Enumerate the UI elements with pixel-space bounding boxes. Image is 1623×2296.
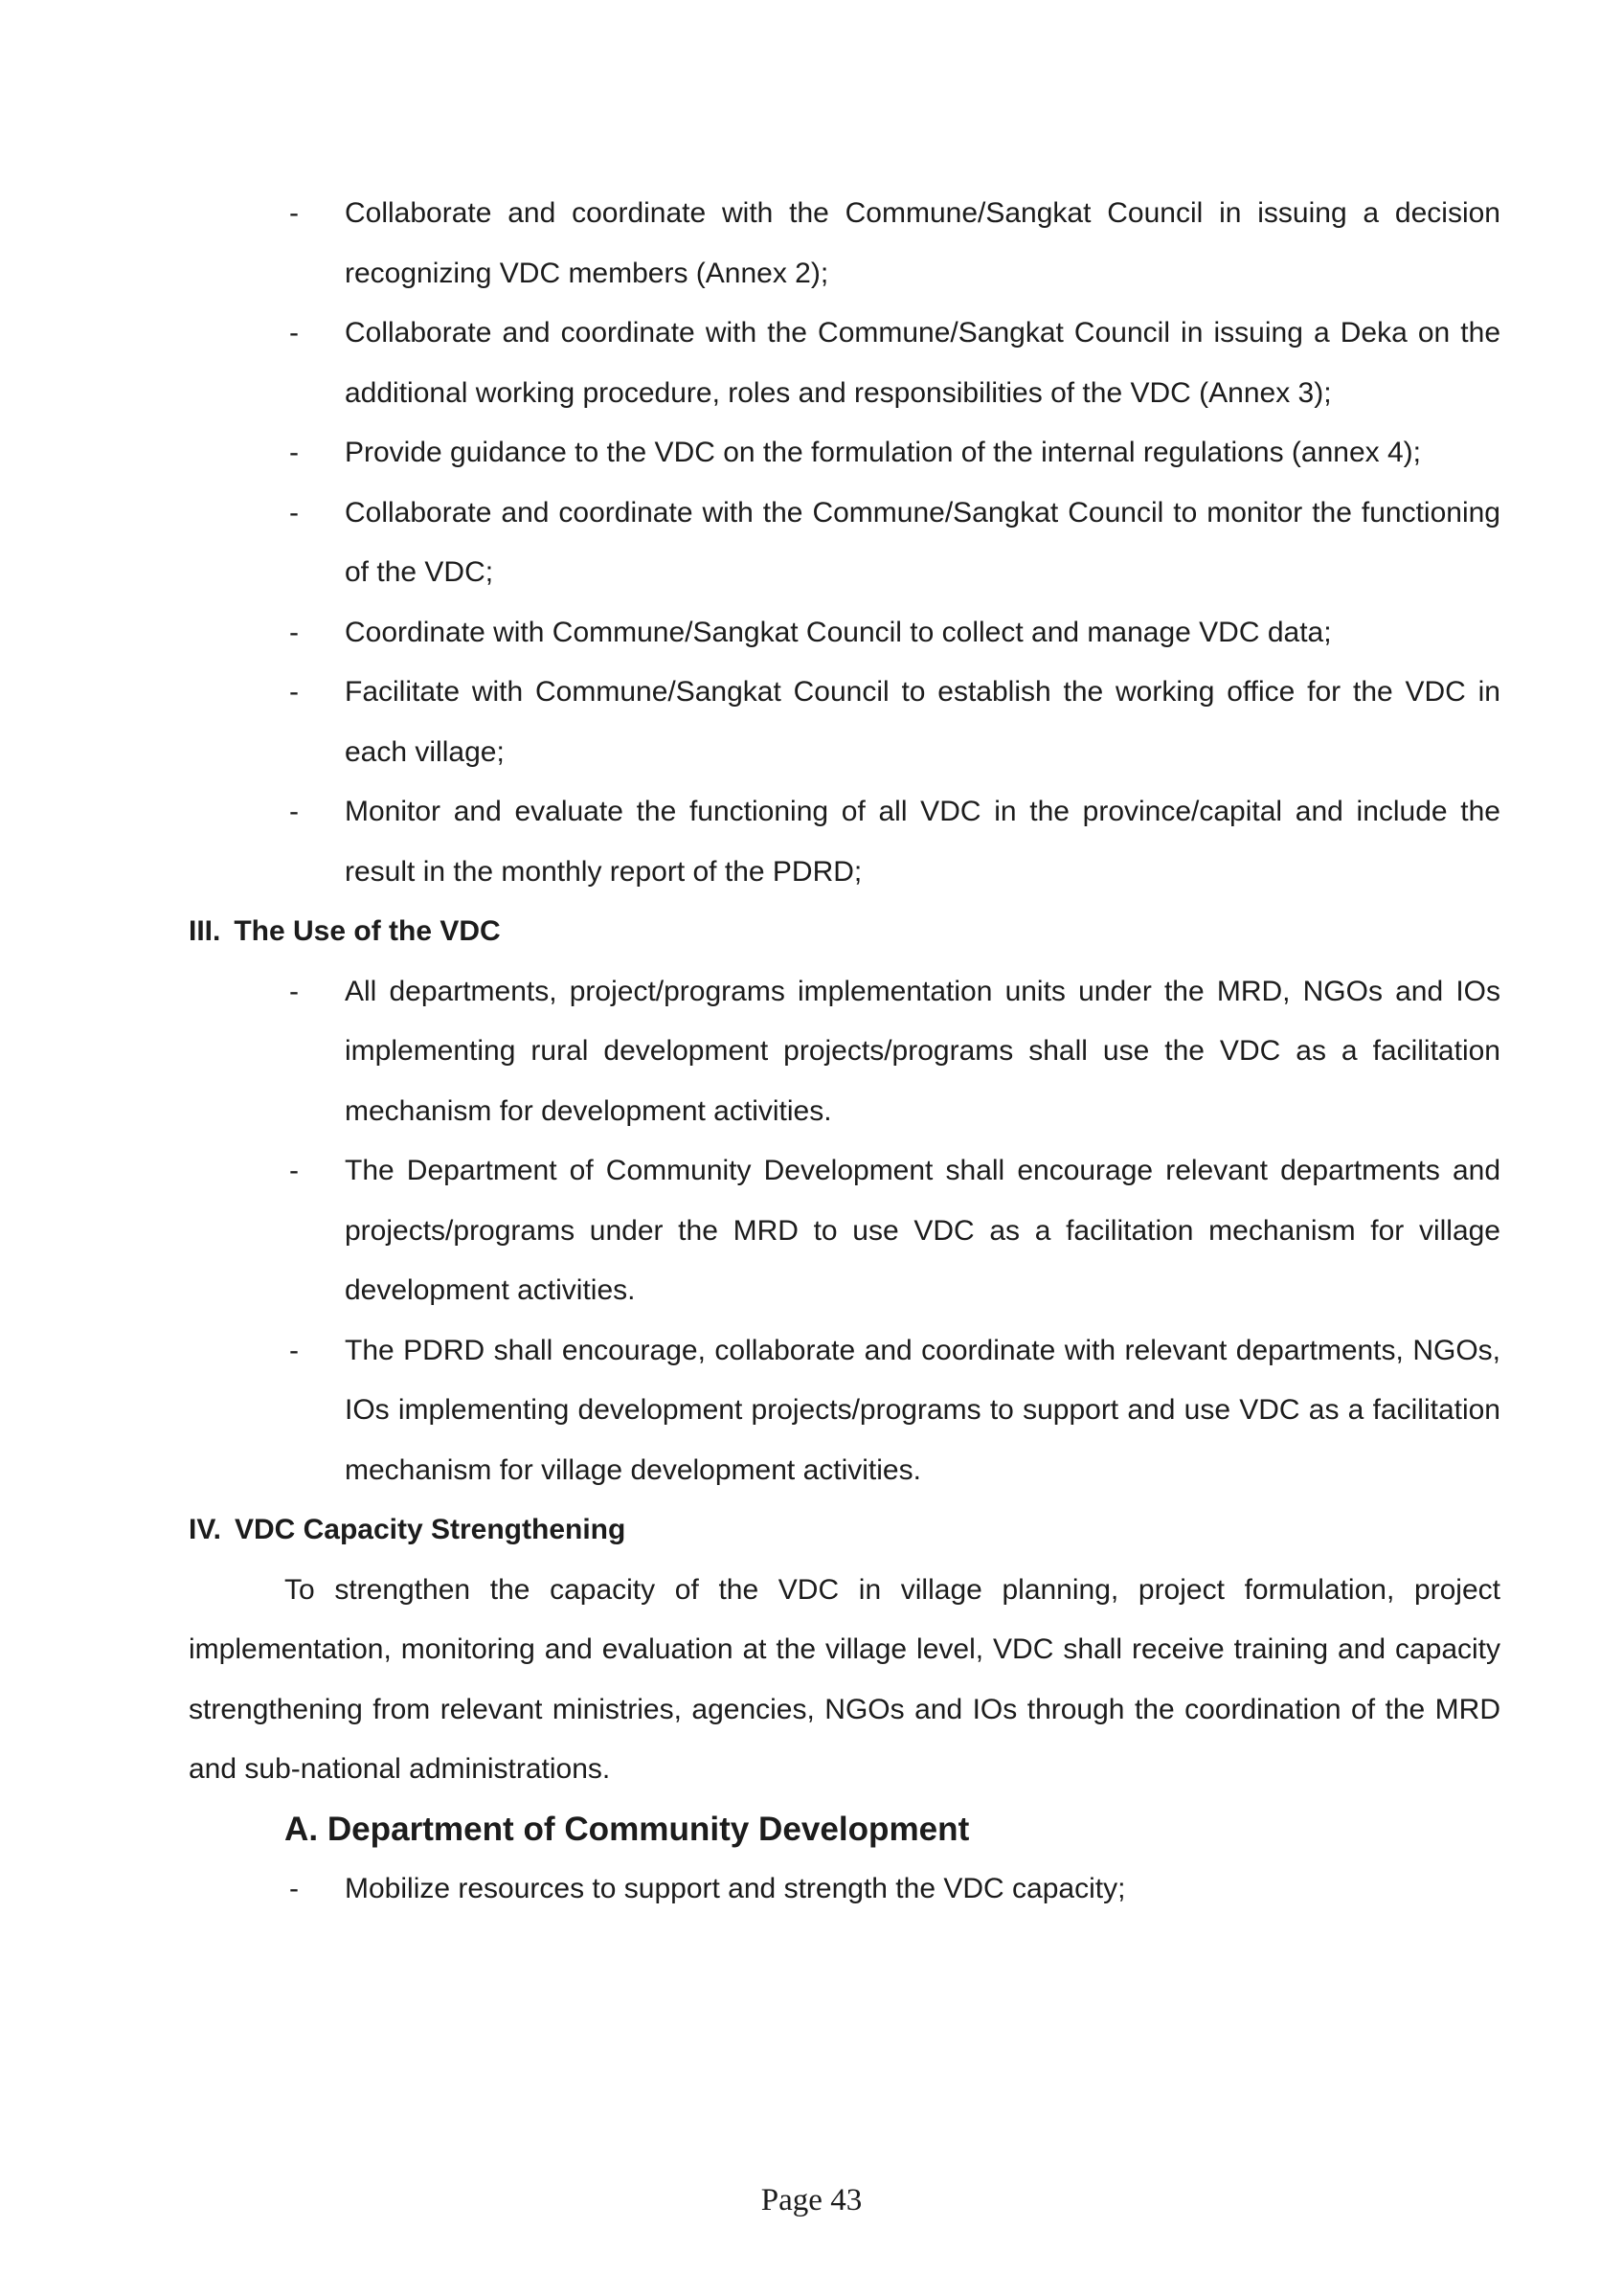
bullet-marker: - — [289, 676, 299, 708]
bullet-item — [289, 603, 1500, 664]
bullet-item — [289, 304, 1500, 423]
bullet-marker: - — [289, 317, 299, 349]
section-heading-iv-numeral: IV. — [189, 1514, 221, 1545]
bullet-marker: - — [289, 197, 299, 229]
bullet-item — [289, 962, 1500, 1142]
bullet-item — [289, 1859, 1500, 1920]
bullet-marker: - — [289, 796, 299, 827]
bullet-text: Provide guidance to the VDC on the formulation of the internal regulations (annex 4); — [345, 437, 1422, 468]
page-content — [189, 184, 1500, 1920]
bullet-item — [289, 184, 1500, 304]
bullet-text: All departments, project/programs implementation units under the MRD, NGOs and IOs implementing rural development projects/programs shall use the VDC as a facilitation mechanism for development activities. — [345, 975, 1500, 1127]
bullet-text: Monitor and evaluate the functioning of all VDC in the province/capital and include the result in the monthly report of the PDRD; — [345, 796, 1500, 888]
bullet-item — [289, 1141, 1500, 1321]
section-heading-iv — [189, 1500, 1500, 1561]
bullet-marker: - — [289, 496, 299, 529]
bullet-text: Collaborate and coordinate with the Commune/Sangkat Council in issuing a decision recognizing VDC members (Annex 2); — [345, 197, 1500, 289]
bullet-text: Collaborate and coordinate with the Commune/Sangkat Council to monitor the functioning of the VDC; — [345, 496, 1500, 588]
section-heading-iv-title: VDC Capacity Strengthening — [234, 1514, 626, 1545]
bullet-item — [289, 423, 1500, 484]
bullet-item — [289, 484, 1500, 603]
paragraph-capacity-strengthening: To strengthen the capacity of the VDC in village planning, project formulation, project implementation, monitoring and evaluation at the village level, VDC shall receive training and capacity strengthening from relevant ministries, agencies, NGOs and IOs through the coordination of the MRD and sub-national administrations. — [189, 1573, 1500, 1785]
bullet-text: The Department of Community Development shall encourage relevant departments and projects/programs under the MRD to use VDC as a facilitation mechanism for village development activities. — [345, 1155, 1500, 1306]
section-heading-iii — [189, 902, 1500, 962]
bullet-marker: - — [289, 1155, 299, 1186]
bullet-item — [289, 782, 1500, 902]
section-heading-iii-title: The Use of the VDC — [234, 915, 501, 947]
bullet-text: Mobilize resources to support and strength the VDC capacity; — [345, 1873, 1126, 1904]
bullet-item — [289, 1321, 1500, 1501]
bullet-text: Coordinate with Commune/Sangkat Council to collect and manage VDC data; — [345, 616, 1332, 648]
bullet-marker: - — [289, 1334, 299, 1366]
bullet-marker: - — [289, 975, 299, 1007]
bullet-marker: - — [289, 616, 299, 648]
bullet-item — [289, 663, 1500, 782]
bullet-text: The PDRD shall encourage, collaborate and coordinate with relevant departments, NGOs, IOs implementing development projects/programs to support and use VDC as a facilitation mechanism for village development activities. — [345, 1334, 1500, 1486]
section-heading-iii-numeral: III. — [189, 915, 221, 947]
bullet-marker: - — [289, 1873, 299, 1904]
bullet-text: Collaborate and coordinate with the Commune/Sangkat Council in issuing a Deka on the additional working procedure, roles and responsibilities of the VDC (Annex 3); — [345, 317, 1500, 409]
subsection-heading-a: A. Department of Community Development — [284, 1810, 970, 1848]
bullet-text: Facilitate with Commune/Sangkat Council to establish the working office for the VDC in each village; — [345, 676, 1500, 768]
page-number: Page 43 — [760, 2183, 863, 2217]
bullet-marker: - — [289, 437, 299, 468]
